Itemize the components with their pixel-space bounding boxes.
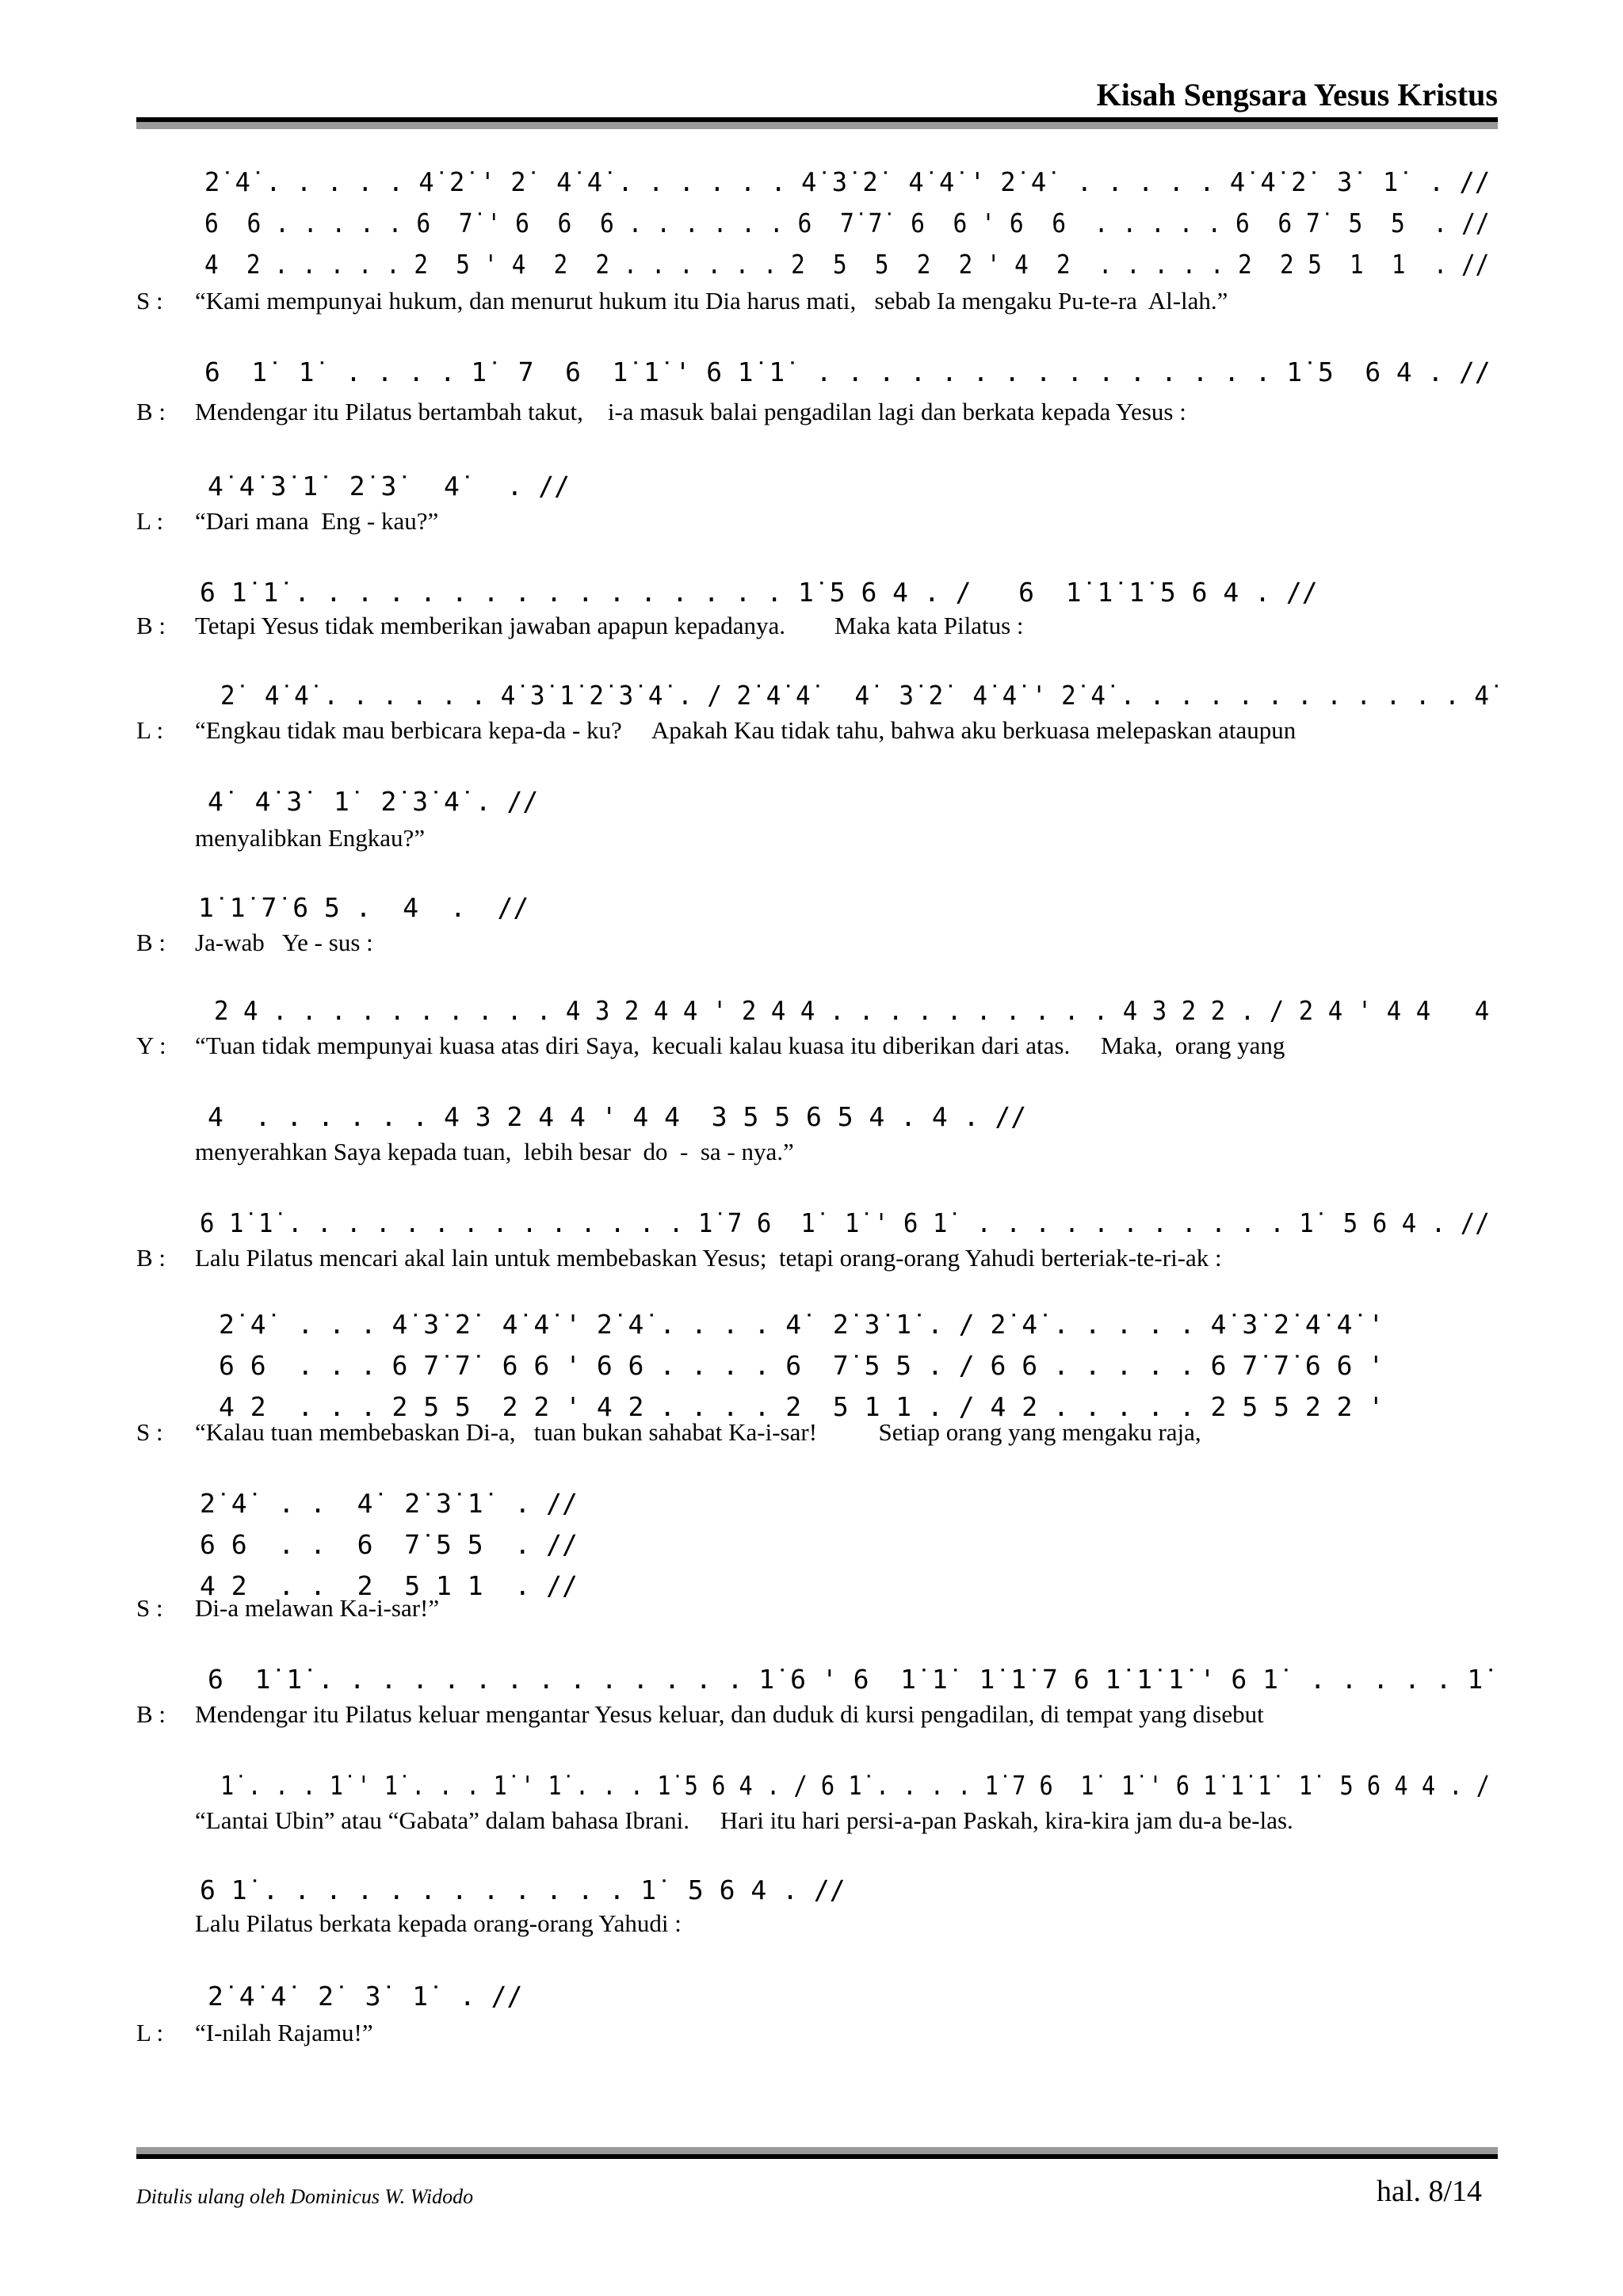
- notation-line: 6 6 . . 6 7̇ 5 5 . //: [200, 1529, 578, 1560]
- lyric-text: menyalibkan Engkau?”: [195, 824, 426, 852]
- lyric-text: “Kalau tuan membebaskan Di-a, tuan bukan sahabat Ka-i-sar! Setiap orang yang mengaku raja,: [195, 1418, 1201, 1446]
- speaker-label: S :: [136, 1418, 163, 1446]
- speaker-label: B :: [136, 398, 166, 425]
- notation-line: 1̇ . . . 1̇ ' 1̇ . . . 1̇ ' 1̇ . . . 1̇ 5 6 4 . / 6 1̇ . . . . 1̇ 7 6 1̇ 1̇ ' 6 1̇ 1̇ 1̇ 1̇ 5 6 4 4 . /: [220, 1770, 1490, 1801]
- notation-line: 2̇ 4̇ 4̇ . . . . . . 4̇ 3̇ 1̇ 2̇ 3̇ 4̇ . / 2̇ 4̇ 4̇ 4̇ 3̇ 2̇ 4̇ 4̇ ' 2̇ 4̇ . . . . . . . . . . . . 4̇: [220, 680, 1489, 711]
- lyric-text: menyerahkan Saya kepada tuan, lebih besar do - sa - nya.”: [195, 1138, 794, 1165]
- lyric-text: Lalu Pilatus berkata kepada orang-orang Yahudi :: [195, 1909, 682, 1937]
- notation-line: 6 6 . . . . . 6 7̇ ' 6 6 6 . . . . . . 6 7̇ 7̇ 6 6 ' 6 6 . . . . . 6 6 7̇ 5 5 . //: [204, 208, 1490, 238]
- notation-line: 4 2 . . . . . 2 5 ' 4 2 2 . . . . . . 2 5 5 2 2 ' 4 2 . . . . . 2 2 5 1 1 . //: [204, 249, 1490, 280]
- lyric-text: “I-nilah Rajamu!”: [195, 2019, 373, 2046]
- speaker-label: Y :: [136, 1032, 166, 1059]
- lyric-text: Mendengar itu Pilatus keluar mengantar Yesus keluar, dan duduk di kursi pengadilan, di tempat yang disebut: [195, 1700, 1264, 1728]
- notation-line: 2̇ 4̇ . . . . . 4̇ 2̇ ' 2̇ 4̇ 4̇ . . . . . . 4̇ 3̇ 2̇ 4̇ 4̇ ' 2̇ 4̇ . . . . . 4̇ 4̇ 2̇ 3̇ 1̇ . //: [204, 166, 1491, 197]
- lyric-text: “Engkau tidak mau berbicara kepa-da - ku? Apakah Kau tidak tahu, bahwa aku berkuasa melepaskan ataupun: [195, 716, 1296, 744]
- lyric-text: “Kami mempunyai hukum, dan menurut hukum itu Dia harus mati, sebab Ia mengaku Pu-te-ra Al-lah.”: [195, 287, 1228, 315]
- notation-line: 2̇ 4̇ . . 4̇ 2̇ 3̇ 1̇ . //: [200, 1488, 578, 1519]
- lyric-text: Ja-wab Ye - sus :: [195, 929, 373, 956]
- notation-line: 1̇ 1̇ 7̇ 6 5 . 4 . //: [198, 892, 529, 923]
- lyric-text: Tetapi Yesus tidak memberikan jawaban apapun kepadanya. Maka kata Pilatus :: [195, 612, 1024, 639]
- footer-credit: Ditulis ulang oleh Dominicus W. Widodo: [136, 2185, 474, 2208]
- lyric-text: Di-a melawan Ka-i-sar!”: [195, 1594, 440, 1622]
- speaker-label: B :: [136, 612, 166, 639]
- notation-line: 6 1̇ 1̇ . . . . 1̇ 7 6 1̇ 1̇ ' 6 1̇ 1̇ . . . . . . . . . . . . . . . 1̇ 5 6 4 . //: [204, 357, 1491, 387]
- notation-line: 4 . . . . . . 4 3 2 4 4 ' 4 4 3 5 5 6 5 4 . 4 . //: [208, 1101, 1027, 1132]
- speaker-label: L :: [136, 2019, 164, 2046]
- speaker-label: L :: [136, 507, 164, 535]
- notation-line: 6 1̇ 1̇ . . . . . . . . . . . . . . 1̇ 6 ' 6 1̇ 1̇ 1̇ 1̇ 7 6 1̇ 1̇ 1̇ ' 6 1̇ . . . . . 1̇: [208, 1664, 1484, 1695]
- notation-line: 2̇ 4̇ 4̇ 2̇ 3̇ 1̇ . //: [208, 1981, 523, 2012]
- notation-line: 2 4 . . . . . . . . . . 4 3 2 4 4 ' 2 4 4 . . . . . . . . . . 4 3 2 2 . / 2 4 ' 4 4 4: [214, 995, 1490, 1026]
- speaker-label: B :: [136, 929, 166, 956]
- notation-line: 6 6 . . . 6 7̇ 7̇ 6 6 ' 6 6 . . . . 6 7̇ 5 5 . / 6 6 . . . . . 6 7̇ 7̇ 6 6 ': [219, 1350, 1384, 1381]
- page-header-title: Kisah Sengsara Yesus Kristus: [1096, 77, 1498, 113]
- notation-line: 6 1̇ . . . . . . . . . . . . 1̇ 5 6 4 . //: [200, 1875, 846, 1905]
- notation-line: 6 1̇ 1̇ . . . . . . . . . . . . . . 1̇ 7 6 1̇ 1̇ ' 6 1̇ . . . . . . . . . . . 1̇ 5 6 4 . //: [200, 1207, 1490, 1238]
- lyric-text: “Dari mana Eng - kau?”: [195, 507, 439, 535]
- notation-line: 4̇ 4̇ 3̇ 1̇ 2̇ 3̇ 4̇ . //: [208, 471, 570, 502]
- notation-line: 4 2 . . . 2 5 5 2 2 ' 4 2 . . . . 2 5 1 1 . / 4 2 . . . . . 2 5 5 2 2 ': [219, 1391, 1384, 1422]
- lyric-text: “Tuan tidak mempunyai kuasa atas diri Saya, kecuali kalau kuasa itu diberikan dari atas. Maka, orang yang: [195, 1032, 1285, 1059]
- notation-line: 6 1̇ 1̇ . . . . . . . . . . . . . . . . 1̇ 5 6 4 . / 6 1̇ 1̇ 1̇ 5 6 4 . //: [200, 577, 1318, 608]
- speaker-label: L :: [136, 716, 164, 744]
- speaker-label: S :: [136, 287, 163, 315]
- footer-rule: [136, 2147, 1498, 2159]
- page-number: hal. 8/14: [1377, 2175, 1482, 2208]
- speaker-label: S :: [136, 1594, 163, 1622]
- lyric-text: “Lantai Ubin” atau “Gabata” dalam bahasa Ibrani. Hari itu hari persi-a-pan Paskah, kira-kira jam du-a be-las.: [195, 1806, 1293, 1834]
- speaker-label: B :: [136, 1244, 166, 1272]
- lyric-text: Mendengar itu Pilatus bertambah takut, i-a masuk balai pengadilan lagi dan berkata kepada Yesus :: [195, 398, 1186, 425]
- notation-line: 4̇ 4̇ 3̇ 1̇ 2̇ 3̇ 4̇ . //: [208, 786, 539, 817]
- notation-line: 2̇ 4̇ . . . 4̇ 3̇ 2̇ 4̇ 4̇ ' 2̇ 4̇ . . . . 4̇ 2̇ 3̇ 1̇ . / 2̇ 4̇ . . . . . 4̇ 3̇ 2̇ 4̇ 4̇ ': [219, 1309, 1384, 1340]
- speaker-label: B :: [136, 1700, 166, 1728]
- notation-line: 4 2 . . 2 5 1 1 . //: [200, 1570, 578, 1601]
- lyric-text: Lalu Pilatus mencari akal lain untuk membebaskan Yesus; tetapi orang-orang Yahudi berteriak-te-ri-ak :: [195, 1244, 1222, 1272]
